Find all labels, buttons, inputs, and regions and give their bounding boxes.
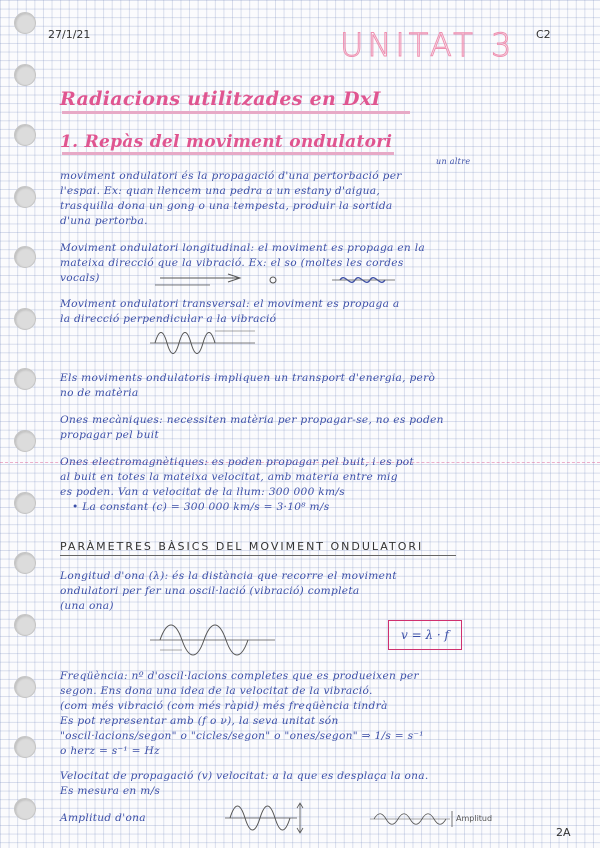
binder-hole <box>14 430 36 452</box>
text-line: moviment ondulatori és la propagació d'una pertorbació per <box>60 170 402 182</box>
text-line: trasquilla dona un gong o una tempesta, produir la sortida <box>60 200 393 212</box>
text-line: Velocitat de propagació (v) velocitat: a la que es desplaça la ona. <box>60 770 429 782</box>
text-line: Es mesura en m/s <box>60 785 161 797</box>
binder-hole <box>14 736 36 758</box>
text-line: propagar pel buit <box>60 429 160 441</box>
binder-hole <box>14 798 36 820</box>
note-code: C2 <box>536 28 551 41</box>
text-line: Longitud d'ona (λ): és la distància que recorre el moviment <box>60 570 397 582</box>
text-line: d'una pertorba. <box>60 215 148 227</box>
section2-heading: PARÀMETRES BÀSICS DEL MOVIMENT ONDULATORI <box>60 540 424 553</box>
text-line: • La constant (c) = 300 000 km/s = 3·10⁸ m/s <box>72 501 330 513</box>
formula-box: v = λ · f <box>388 620 462 650</box>
amplitude-sketch <box>225 800 335 836</box>
heading-underline <box>62 152 394 155</box>
text-line: Moviment ondulatori transversal: el moviment es propaga a <box>60 298 400 310</box>
transversal-wave-sketch <box>145 325 275 355</box>
binder-hole <box>14 676 36 698</box>
binder-hole <box>14 246 36 268</box>
binder-hole <box>14 368 36 390</box>
text-line: Els moviments ondulatoris impliquen un transport d'energia, però <box>60 372 436 384</box>
text-line: Es pot representar amb (f o ν), la seva unitat són <box>60 715 339 727</box>
note-date: 27/1/21 <box>48 28 91 41</box>
amplitude-annotation: Amplitud <box>456 814 493 823</box>
text-line: la direcció perpendicular a la vibració <box>60 313 277 325</box>
amplitude-label: Amplitud d'ona <box>60 812 146 824</box>
text-line: vocals) <box>60 272 100 284</box>
text-line: "oscil·lacions/segon" o "cicles/segon" o "ones/segon" ⇒ 1/s = s⁻¹ <box>60 730 424 742</box>
text-line: ondulatori per fer una oscil·lació (vibració) completa <box>60 585 360 597</box>
binder-hole <box>14 614 36 636</box>
binder-holes <box>14 0 36 848</box>
text-line: es poden. Van a velocitat de la llum: 300 000 km/s <box>60 486 345 498</box>
title-underline <box>62 111 410 114</box>
section1-heading: 1. Repàs del moviment ondulatori <box>60 132 393 152</box>
text-line: o herz = s⁻¹ = Hz <box>60 745 160 757</box>
text-line: no de matèria <box>60 387 139 399</box>
unit-title: UNITAT 3 <box>340 26 516 64</box>
text-line: al buit en totes la mateixa velocitat, amb materia entre mig <box>60 471 398 483</box>
binder-hole <box>14 186 36 208</box>
wavelength-sketch <box>145 615 285 665</box>
section2-heading-underline <box>60 555 456 556</box>
longitudinal-wave-sketch <box>150 268 430 290</box>
binder-hole <box>14 12 36 34</box>
text-line: segon. Ens dona una idea de la velocitat de la vibració. <box>60 685 373 697</box>
binder-hole <box>14 124 36 146</box>
text-line: (com més vibració (com més ràpid) més freqüència tindrà <box>60 700 388 712</box>
binder-hole <box>14 308 36 330</box>
amplitude-sketch-2 <box>370 808 454 830</box>
text-line: Ones electromagnètiques: es poden propagar pel buit, i es pot <box>60 456 414 468</box>
text-line: Ones mecàniques: necessiten matèria per propagar-se, no es poden <box>60 414 444 426</box>
text-line: mateixa direcció que la vibració. Ex: el so (moltes les cordes <box>60 257 404 269</box>
annotation: un altre <box>436 157 471 166</box>
binder-hole <box>14 552 36 574</box>
text-line: Freqüència: nº d'oscil·lacions completes que es produeixen per <box>60 670 419 682</box>
page-number: 2A <box>556 826 571 839</box>
page-title: Radiacions utilitzades en DxI <box>60 88 381 110</box>
text-line: Moviment ondulatori longitudinal: el moviment es propaga en la <box>60 242 426 254</box>
binder-hole <box>14 492 36 514</box>
text-line: (una ona) <box>60 600 114 612</box>
binder-hole <box>14 64 36 86</box>
text-line: l'espai. Ex: quan llencem una pedra a un estany d'aigua, <box>60 185 381 197</box>
